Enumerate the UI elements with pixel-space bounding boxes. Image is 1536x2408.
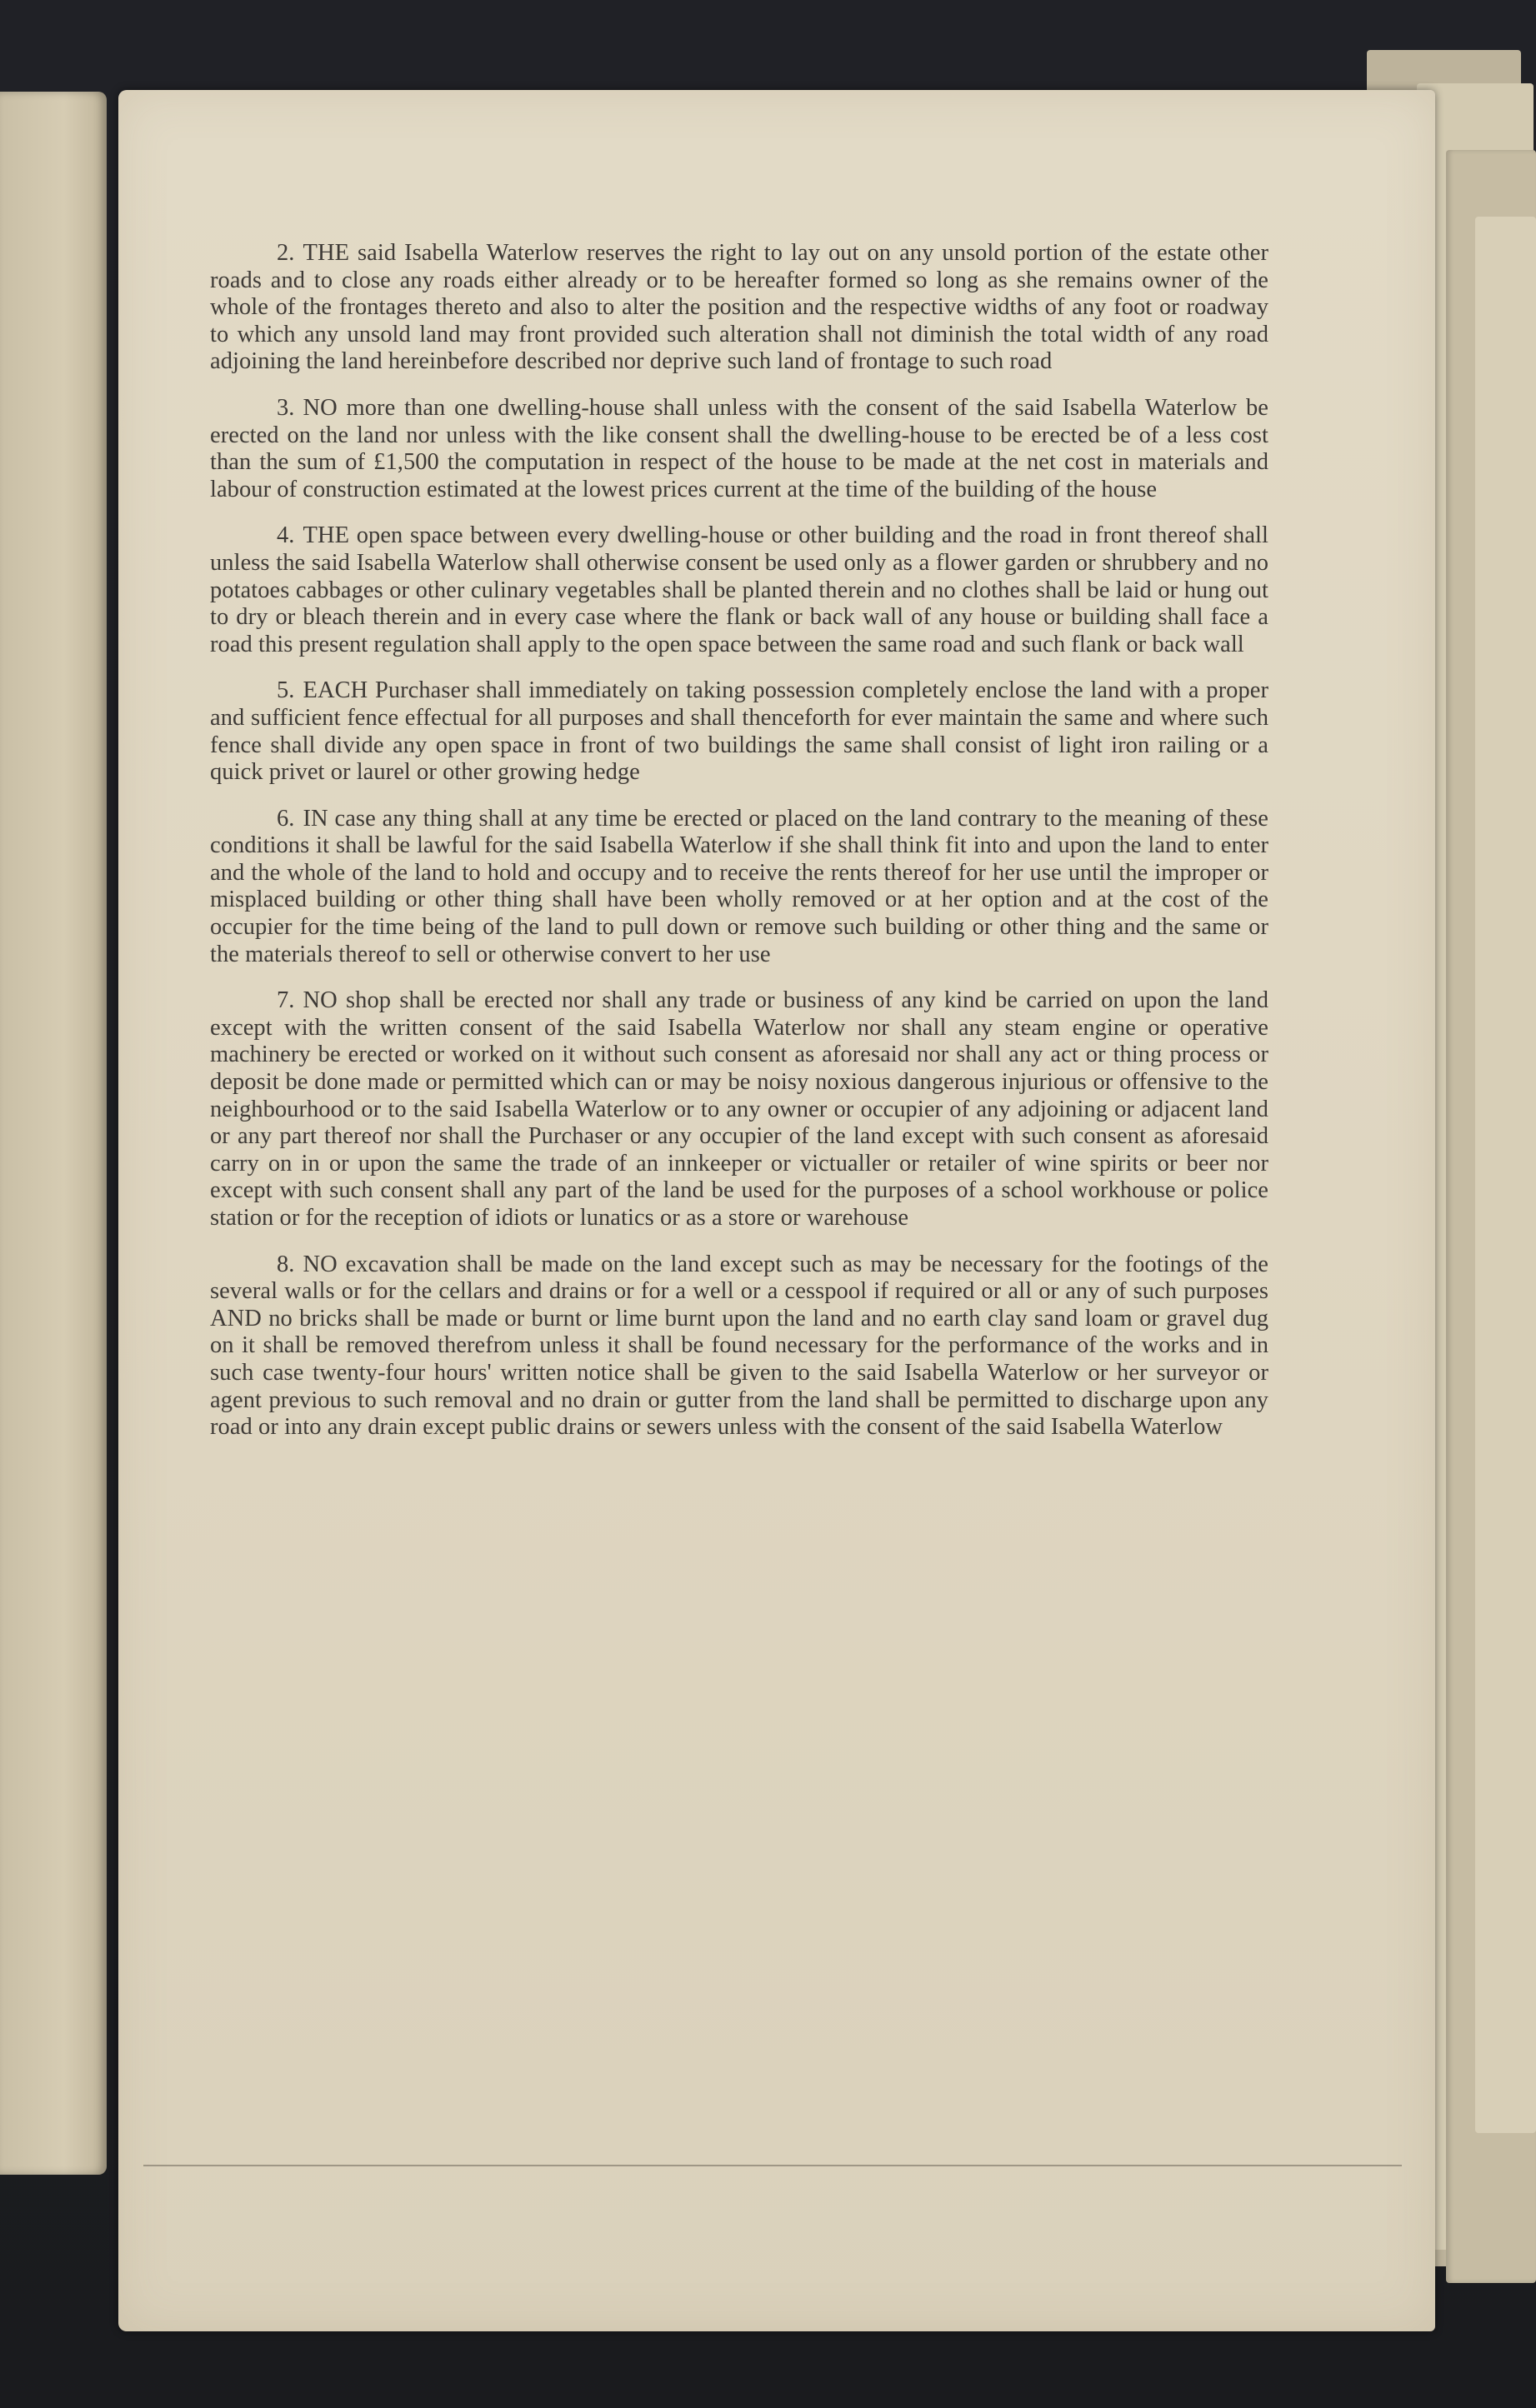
- clause-number: 3.: [277, 394, 295, 421]
- clause-number: 4.: [277, 522, 295, 549]
- clause-body: THE open space between every dwelling-house or other building and the road in front thereof shall unless the said Isabella Waterlow shall otherwise consent be used only as a flower garden or shrubbery and no potatoes cabbages or other culinary vegetables shall be planted therein and no clothes shall be laid or hung out to dry or bleach therein and in every case where the flank or back wall of any house or building shall face a road this present regulation shall apply to the open space between the same road and such flank or back wall: [210, 522, 1268, 657]
- clause-body: NO excavation shall be made on the land except such as may be necessary for the footings of the several walls or for the cellars and drains or for a well or a cesspool if required or all or any of such purposes AND no bricks shall be made or burnt or lime burnt upon the land and no earth clay sand loam or gravel dug on it shall be removed therefrom unless it shall be found necessary for the performance of the works and in such case twenty-four hours' written notice shall be given to the said Isabella Waterlow or her surveyor or agent previous to such removal and no drain or gutter from the land shall be permitted to discharge upon any road or into any drain except public drains or sewers unless with the consent of the said Isabella Waterlow: [210, 1251, 1268, 1441]
- clause-number: 2.: [277, 240, 295, 266]
- clause-4: [210, 522, 1268, 658]
- conditions-text: [210, 240, 1268, 1461]
- clause-6: [210, 806, 1268, 969]
- clause-7: [210, 987, 1268, 1231]
- clause-8: [210, 1251, 1268, 1441]
- document-page: [118, 90, 1435, 2331]
- clause-number: 7.: [277, 987, 295, 1014]
- clause-2: [210, 240, 1268, 376]
- adjacent-left-page: [0, 92, 107, 2175]
- clause-3: [210, 395, 1268, 503]
- clause-5: [210, 677, 1268, 786]
- clause-body: NO shop shall be erected nor shall any trade or business of any kind be carried on upon the land except with the written consent of the said Isabella Waterlow nor shall any steam engine or operative machinery be erected or worked on it without such consent as aforesaid nor shall any act or thing process or deposit be done made or permitted which can or may be noisy noxious dangerous injurious or offensive to the neighbourhood or to the said Isabella Waterlow or to any owner or occupier of any adjoining or adjacent land or any part thereof nor shall the Purchaser or any occupier of the land except with such consent as aforesaid carry on in or upon the same the trade of an innkeeper or victualler or retailer of wine spirits or beer nor except with such consent shall any part of the land be used for the purposes of a school workhouse or police station or for the reception of idiots or lunatics or as a store or warehouse: [210, 987, 1268, 1231]
- clause-body: EACH Purchaser shall immediately on taking possession completely enclose the land with a proper and sufficient fence effectual for all purposes and shall thenceforth for ever maintain the same and where such fence shall divide any open space in front of two buildings the same shall consist of light iron railing or a quick privet or laurel or other growing hedge: [210, 677, 1268, 786]
- page-bottom-rule: [143, 2165, 1402, 2166]
- clause-number: 5.: [277, 677, 295, 704]
- page-stack-edge: [1475, 217, 1536, 2133]
- clause-body: NO more than one dwelling-house shall unless with the consent of the said Isabella Waterlow be erected on the land nor unless with the like consent shall the dwelling-house to be erected be of a less cost than the sum of £1,500 the computation in respect of the house to be made at the net cost in materials and labour of construction estimated at the lowest prices current at the time of the building of the house: [210, 394, 1268, 502]
- clause-number: 6.: [277, 805, 295, 832]
- clause-body: IN case any thing shall at any time be erected or placed on the land contrary to the meaning of these conditions it shall be lawful for the said Isabella Waterlow if she shall think fit into and upon the land to enter and the whole of the land to hold and occupy and to receive the rents thereof for her use until the improper or misplaced building or other thing shall have been wholly removed or at her option and at the cost of the occupier for the time being of the land to pull down or remove such building or other thing and the same or the materials thereof to sell or otherwise convert to her use: [210, 805, 1268, 967]
- clause-body: THE said Isabella Waterlow reserves the right to lay out on any unsold portion of the estate other roads and to close any roads either already or to be hereafter formed so long as she remains owner of the whole of the frontages thereto and also to alter the position and the respective widths of any foot or roadway to which any unsold land may front provided such alteration shall not diminish the total width of any road adjoining the land hereinbefore described nor deprive such land of frontage to such road: [210, 240, 1268, 375]
- clause-number: 8.: [277, 1251, 295, 1277]
